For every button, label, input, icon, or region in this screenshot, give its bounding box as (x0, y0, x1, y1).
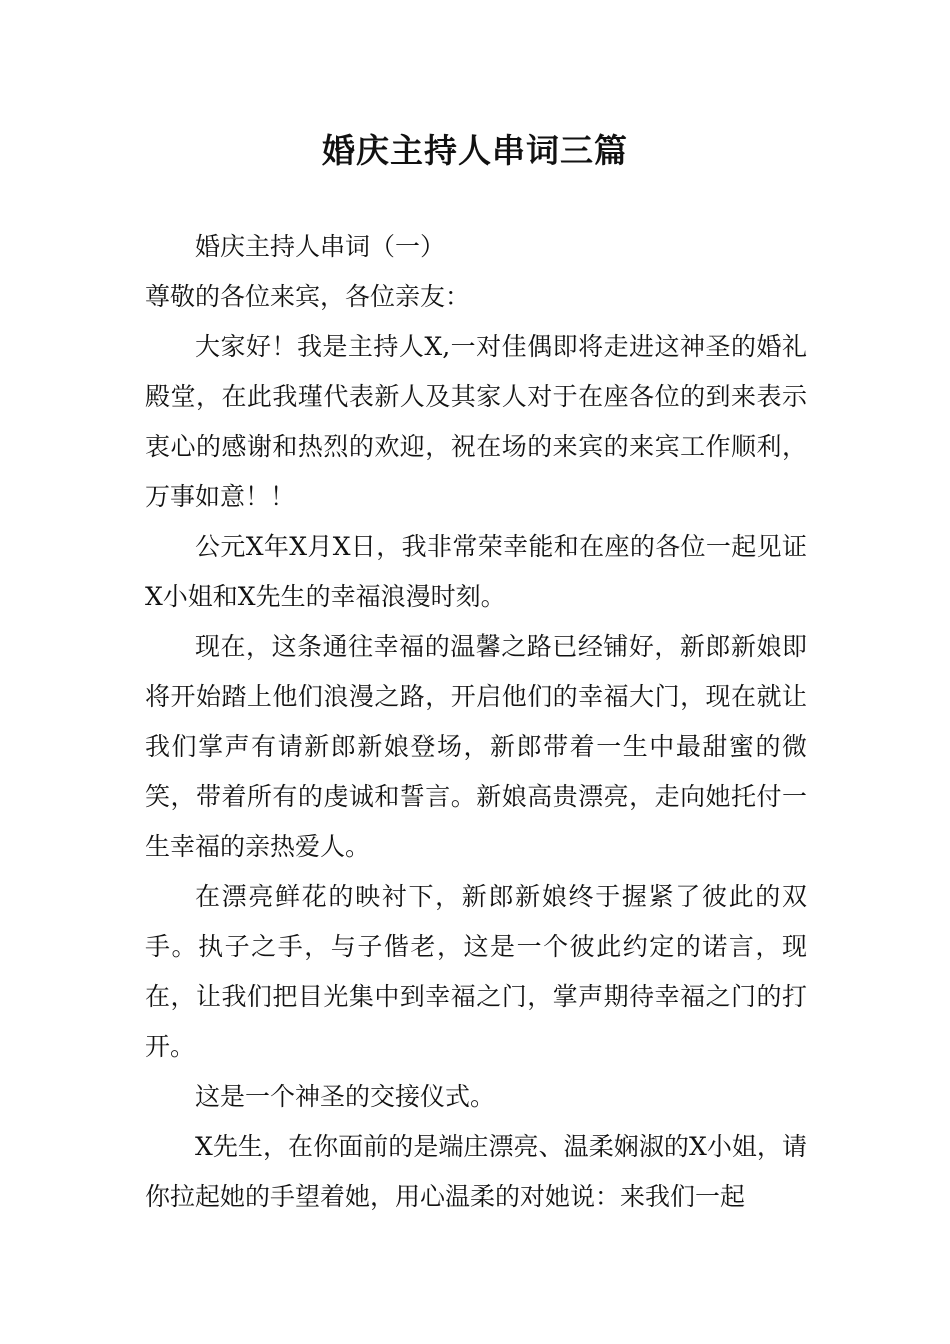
paragraph: 在漂亮鲜花的映衬下，新郎新娘终于握紧了彼此的双手。执子之手，与子偕老，这是一个彼此约定的诺言，现在，让我们把目光集中到幸福之门，掌声期待幸福之门的打开。 (145, 882, 807, 1061)
document-body (145, 222, 807, 1222)
paragraph: 大家好！我是主持人X,一对佳偶即将走进这神圣的婚礼殿堂，在此我瑾代表新人及其家人对于在座各位的到来表示衷心的感谢和热烈的欢迎，祝在场的来宾的来宾工作顺利，万事如意！！ (145, 332, 807, 511)
paragraph: X先生，在你面前的是端庄漂亮、温柔娴淑的X小姐，请你拉起她的手望着她，用心温柔的对她说：来我们一起 (145, 1132, 807, 1211)
paragraph: 这是一个神圣的交接仪式。 (195, 1082, 496, 1111)
paragraph: 公元X年X月X日，我非常荣幸能和在座的各位一起见证X小姐和X先生的幸福浪漫时刻。 (145, 532, 807, 611)
paragraph: 现在，这条通往幸福的温馨之路已经铺好，新郎新娘即将开始踏上他们浪漫之路，开启他们的幸福大门，现在就让我们掌声有请新郎新娘登场，新郎带着一生中最甜蜜的微笑，带着所有的虔诚和誓言。新娘高贵漂亮，走向她托付一生幸福的亲热爱人。 (145, 632, 807, 861)
salutation: 尊敬的各位来宾，各位亲友： (145, 282, 471, 311)
document-title: 婚庆主持人串词三篇 (322, 131, 628, 170)
section-heading: 婚庆主持人串词（一） (195, 232, 446, 261)
